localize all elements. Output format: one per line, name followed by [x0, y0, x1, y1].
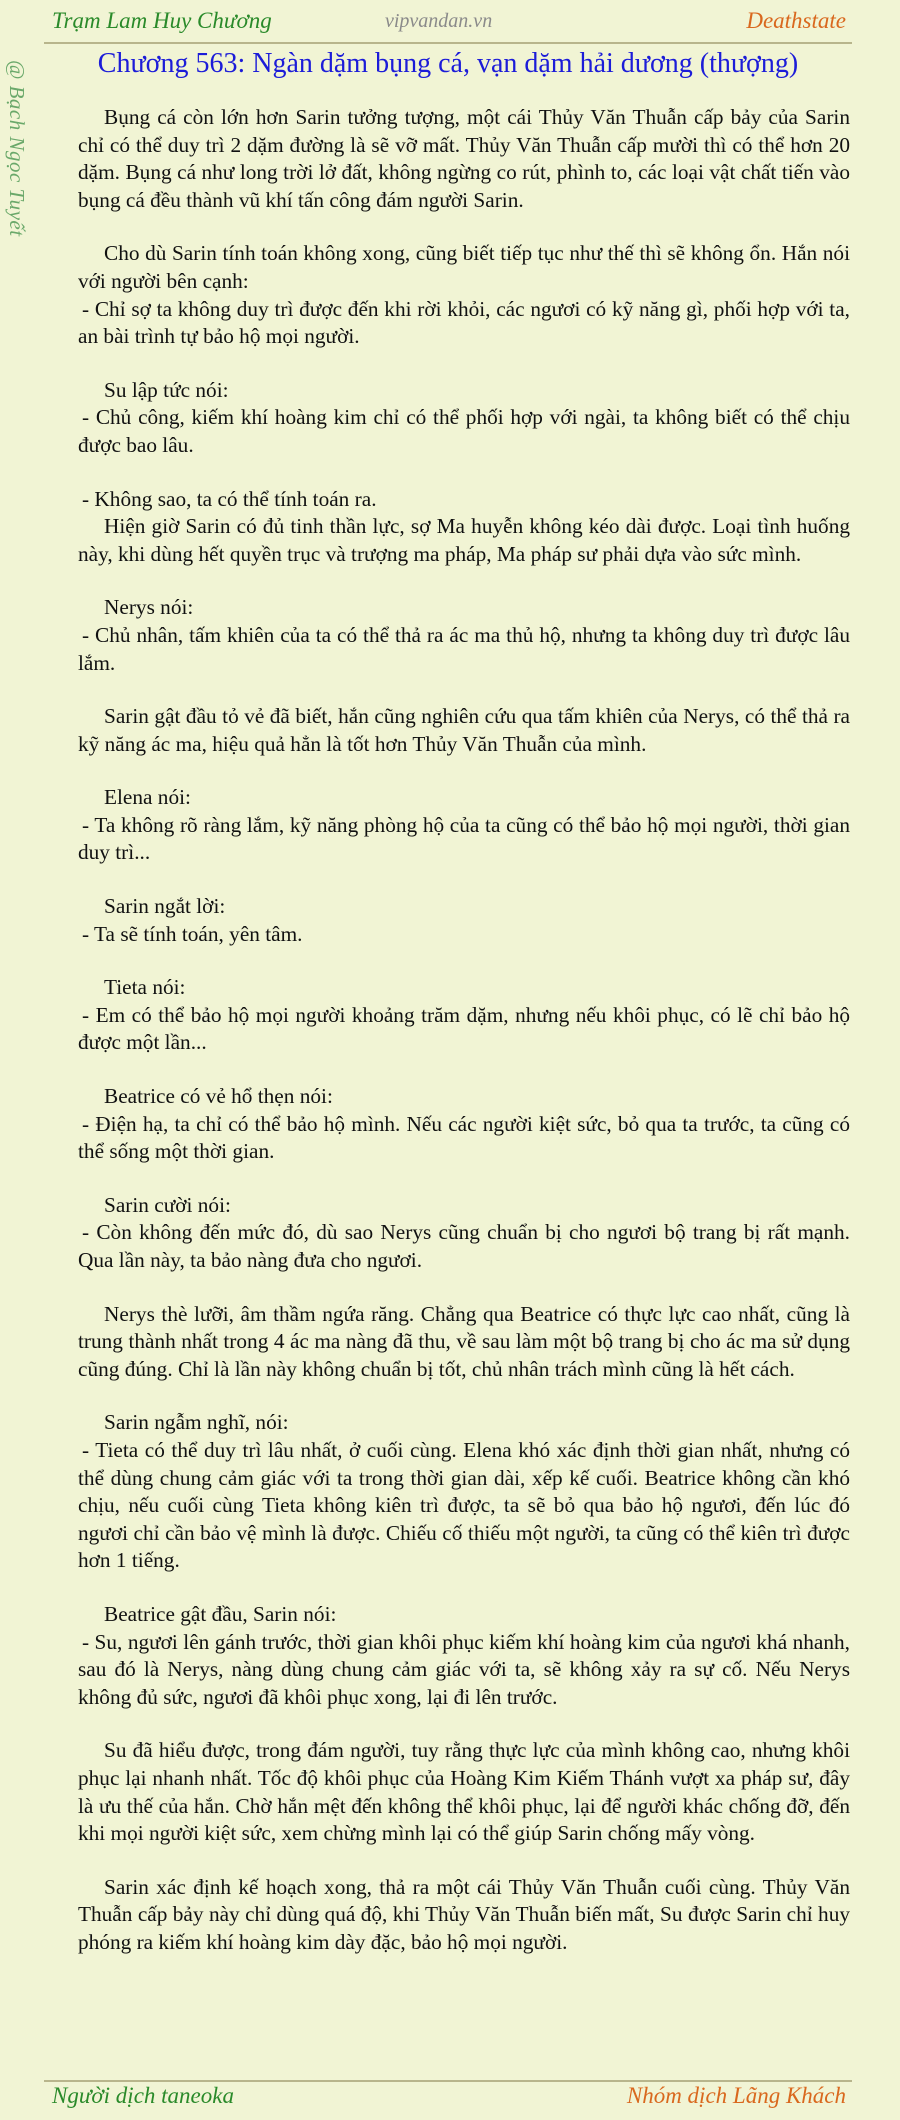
paragraph: Sarin cười nói:: [104, 1192, 231, 1217]
paragraph: Hiện giờ Sarin có đủ tinh thần lực, sợ Ma huyễn không kéo dài được. Loại tình huống này, khi dùng hết quyền trục và trượng ma pháp, Ma pháp sư phải dựa vào sức mình.: [78, 514, 850, 566]
header-site-name: Trạm Lam Huy Chương: [52, 8, 272, 33]
paragraph: Su đã hiểu được, trong đám người, tuy rằng thực lực của mình không cao, nhưng khôi phục lại nhanh nhất. Tốc độ khôi phục của Hoàng Kim Kiếm Thánh vượt xa pháp sư, đây là ưu thế của hắn. Chờ hắn mệt đến không thể khôi phục, lại để người khác chống đỡ, đến khi mọi người kiệt sức, xem chừng mình lại có thể giúp Sarin chống mấy vòng.: [78, 1738, 850, 1846]
dialogue-line: - Chỉ sợ ta không duy trì được đến khi rời khỏi, các ngươi có kỹ năng gì, phối hợp với ta, an bài trình tự bảo hộ mọi người.: [78, 296, 850, 349]
footer-translator: Người dịch taneoka: [52, 2083, 234, 2108]
paragraph: Bụng cá còn lớn hơn Sarin tưởng tượng, một cái Thủy Văn Thuẫn cấp bảy của Sarin chỉ có thể duy trì 2 dặm đường là sẽ vỡ mất. Thủy Văn Thuẫn cấp mười thì có thể hơn 20 dặm. Bụng cá như long trời lở đất, không ngừng co rút, phình to, các loại vật chất tiến vào bụng cá đều thành vũ khí tấn công đám người Sarin.: [78, 105, 850, 212]
side-credit: @ Bạch Ngọc Tuyết: [5, 60, 29, 237]
dialogue-line: - Không sao, ta có thể tính toán ra.: [82, 486, 377, 511]
paragraph: Cho dù Sarin tính toán không xong, cũng biết tiếp tục như thế thì sẽ không ổn. Hắn nói với người bên cạnh:: [78, 241, 850, 293]
chapter-title: Chương 563: Ngàn dặm bụng cá, vạn dặm hải dương (thượng): [97, 48, 799, 79]
header-author: Deathstate: [746, 8, 846, 33]
bottom-divider: [44, 2080, 852, 2082]
paragraph: Sarin ngẫm nghĩ, nói:: [104, 1410, 289, 1435]
dialogue-line: - Tieta có thể duy trì lâu nhất, ở cuối cùng. Elena khó xác định thời gian nhất, nhưng có thể dùng chung cảm giác với ta trong thời gian dài, xếp kế cuối. Beatrice không cần khó chịu, nếu cuối cùng Tieta không kiên trì được, ta sẽ bỏ qua bảo hộ ngươi, đến lúc đó ngươi chỉ cần bảo vệ mình là được. Chiếu cố thiếu một người, ta cũng có thể kiên trì được hơn 1 tiếng.: [78, 1437, 850, 1573]
paragraph: Nerys nói:: [104, 595, 194, 620]
dialogue-line: - Chủ nhân, tấm khiên của ta có thể thả ra ác ma thủ hộ, nhưng ta không duy trì được lâu lắm.: [78, 622, 850, 675]
top-divider: [44, 42, 852, 44]
paragraph: Nerys thè lưỡi, âm thầm ngứa răng. Chẳng qua Beatrice có thực lực cao nhất, cũng là trung thành nhất trong 4 ác ma nàng đã thu, về sau làm một bộ trang bị cho ác ma sử dụng cũng đúng. Chỉ là lần này không chuẩn bị tốt, chủ nhân trách mình cũng là hết cách.: [78, 1301, 850, 1381]
paragraph: Su lập tức nói:: [104, 377, 229, 402]
paragraph: Tieta nói:: [104, 975, 186, 1000]
header-website[interactable]: vipvandan.vn: [385, 10, 493, 32]
footer-group: Nhóm dịch Lãng Khách: [626, 2083, 846, 2108]
dialogue-line: - Còn không đến mức đó, dù sao Nerys cũng chuẩn bị cho ngươi bộ trang bị rất mạnh. Qua lần này, ta bảo nàng đưa cho ngươi.: [78, 1220, 850, 1272]
dialogue-line: - Em có thể bảo hộ mọi người khoảng trăm dặm, nhưng nếu khôi phục, có lẽ chỉ bảo hộ được một lần...: [78, 1002, 850, 1055]
dialogue-line: - Ta sẽ tính toán, yên tâm.: [82, 921, 303, 946]
paragraph: Sarin ngắt lời:: [104, 894, 226, 919]
paragraph: Sarin xác định kế hoạch xong, thả ra một cái Thủy Văn Thuẫn cuối cùng. Thủy Văn Thuẫn cấp bảy này chỉ dùng quá độ, khi Thủy Văn Thuẫn biến mất, Su được Sarin chỉ huy phóng ra kiếm khí hoàng kim dày đặc, bảo hộ mọi người.: [78, 1874, 850, 1954]
dialogue-line: - Chủ công, kiếm khí hoàng kim chỉ có thể phối hợp với ngài, ta không biết có thể chịu được bao lâu.: [78, 405, 850, 457]
dialogue-line: - Su, ngươi lên gánh trước, thời gian khôi phục kiếm khí hoàng kim của ngươi khá nhanh, sau đó là Nerys, nàng dùng chung cảm giác với ta, sẽ không xảy ra sự cố. Nếu Nerys không đủ sức, ngươi đã khôi phục xong, lại đi lên trước.: [78, 1629, 850, 1709]
paragraph: Beatrice có vẻ hổ thẹn nói:: [104, 1084, 333, 1109]
dialogue-line: - Ta không rõ ràng lắm, kỹ năng phòng hộ của ta cũng có thể bảo hộ mọi người, thời gian duy trì...: [78, 812, 850, 865]
paragraph: Sarin gật đầu tỏ vẻ đã biết, hắn cũng nghiên cứu qua tấm khiên của Nerys, có thể thả ra kỹ năng ác ma, hiệu quả hẳn là tốt hơn Thủy Văn Thuẫn của mình.: [78, 704, 850, 756]
dialogue-line: - Điện hạ, ta chỉ có thể bảo hộ mình. Nếu các người kiệt sức, bỏ qua ta trước, ta cũng có thể sống một thời gian.: [78, 1111, 850, 1164]
chapter-body: [78, 104, 850, 1956]
paragraph: Beatrice gật đầu, Sarin nói:: [104, 1601, 337, 1626]
paragraph: Elena nói:: [104, 785, 191, 810]
